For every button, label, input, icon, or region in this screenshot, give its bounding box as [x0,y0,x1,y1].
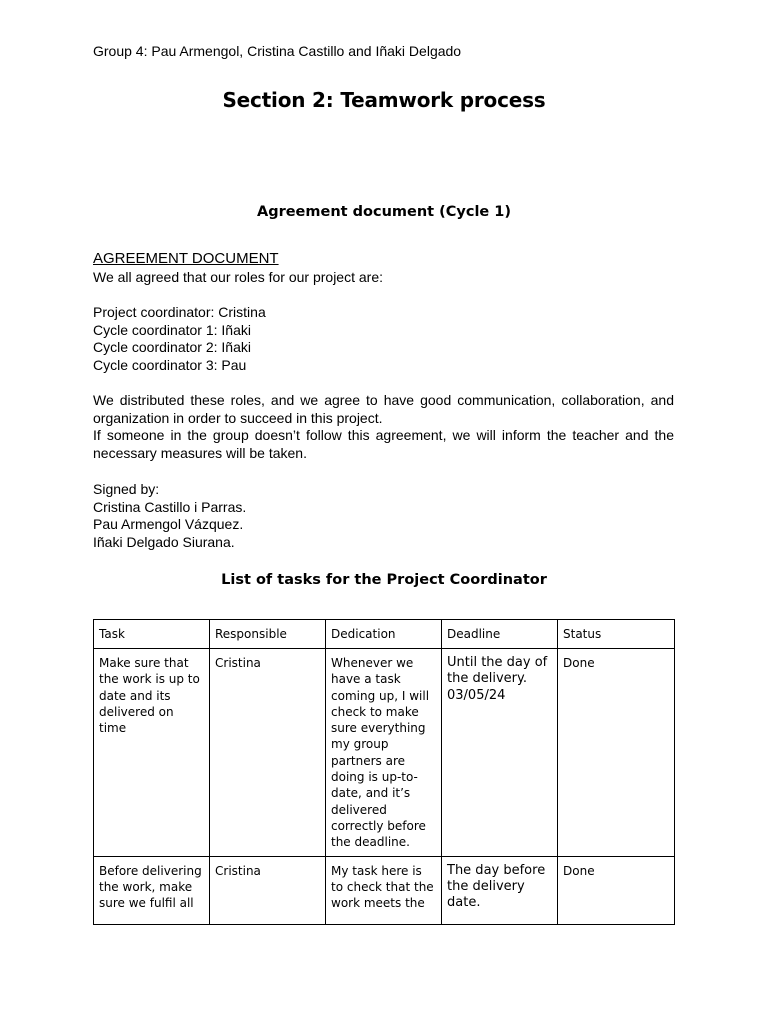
table-row [94,856,675,924]
paragraph-consequences: If someone in the group doesn’t follow this agreement, we will inform the teacher and the necessary measures will be taken. [93,427,674,461]
cell-deadline: Until the day of the delivery. 03/05/24 [442,649,558,857]
cell-deadline: The day before the delivery date. [442,856,558,924]
signatory: Iñaki Delgado Siurana. [93,533,235,550]
column-header-responsible: Responsible [210,620,326,649]
cell-responsible: Cristina [210,649,326,857]
agreement-subtitle: Agreement document (Cycle 1) [256,204,512,220]
agreement-heading: AGREEMENT DOCUMENT [93,250,279,267]
column-header-status: Status [558,620,675,649]
signatures [93,481,674,551]
tasks-table [93,619,675,925]
roles-list [93,304,674,374]
role-item: Project coordinator: Cristina [93,304,266,320]
paragraph-roles: We distributed these roles, and we agree to have good communication, collaboration, and organization in order to succeed in this project. [93,392,674,426]
cell-status: Done [558,856,675,924]
signed-label: Signed by: [93,481,160,497]
cell-responsible: Cristina [210,856,326,924]
column-header-task: Task [94,620,210,649]
column-header-dedication: Dedication [326,620,442,649]
agreement-intro [93,269,674,287]
cell-dedication-text: My task here is to check that the work meets the [331,863,434,911]
cell-dedication [326,856,442,924]
cell-task [94,856,210,924]
agreement-paragraphs [93,392,674,462]
intro-text: We all agreed that our roles for our project are: [93,269,384,285]
header-group-line: Group 4: Pau Armengol, Cristina Castillo and Iñaki Delgado [93,43,462,59]
section-title: Section 2: Teamwork process [222,88,546,112]
table-header-row [94,620,675,649]
table-row [94,649,675,857]
tasks-title: List of tasks for the Project Coordinator [221,572,547,588]
role-item: Cycle coordinator 3: Pau [93,356,247,373]
cell-task: Make sure that the work is up to date and its delivered on time [94,649,210,857]
column-header-deadline: Deadline [442,620,558,649]
role-item: Cycle coordinator 1: Iñaki [93,321,251,338]
cell-dedication: Whenever we have a task coming up, I will check to make sure everything my group partners are doing is up-to-date, and it’s delivered correctly before the deadline. [326,649,442,857]
signatory: Cristina Castillo i Parras. [93,498,247,515]
cell-task-text: Before delivering the work, make sure we fulfil all [99,863,202,911]
signatory: Pau Armengol Vázquez. [93,516,244,533]
role-item: Cycle coordinator 2: Iñaki [93,339,251,356]
cell-status: Done [558,649,675,857]
